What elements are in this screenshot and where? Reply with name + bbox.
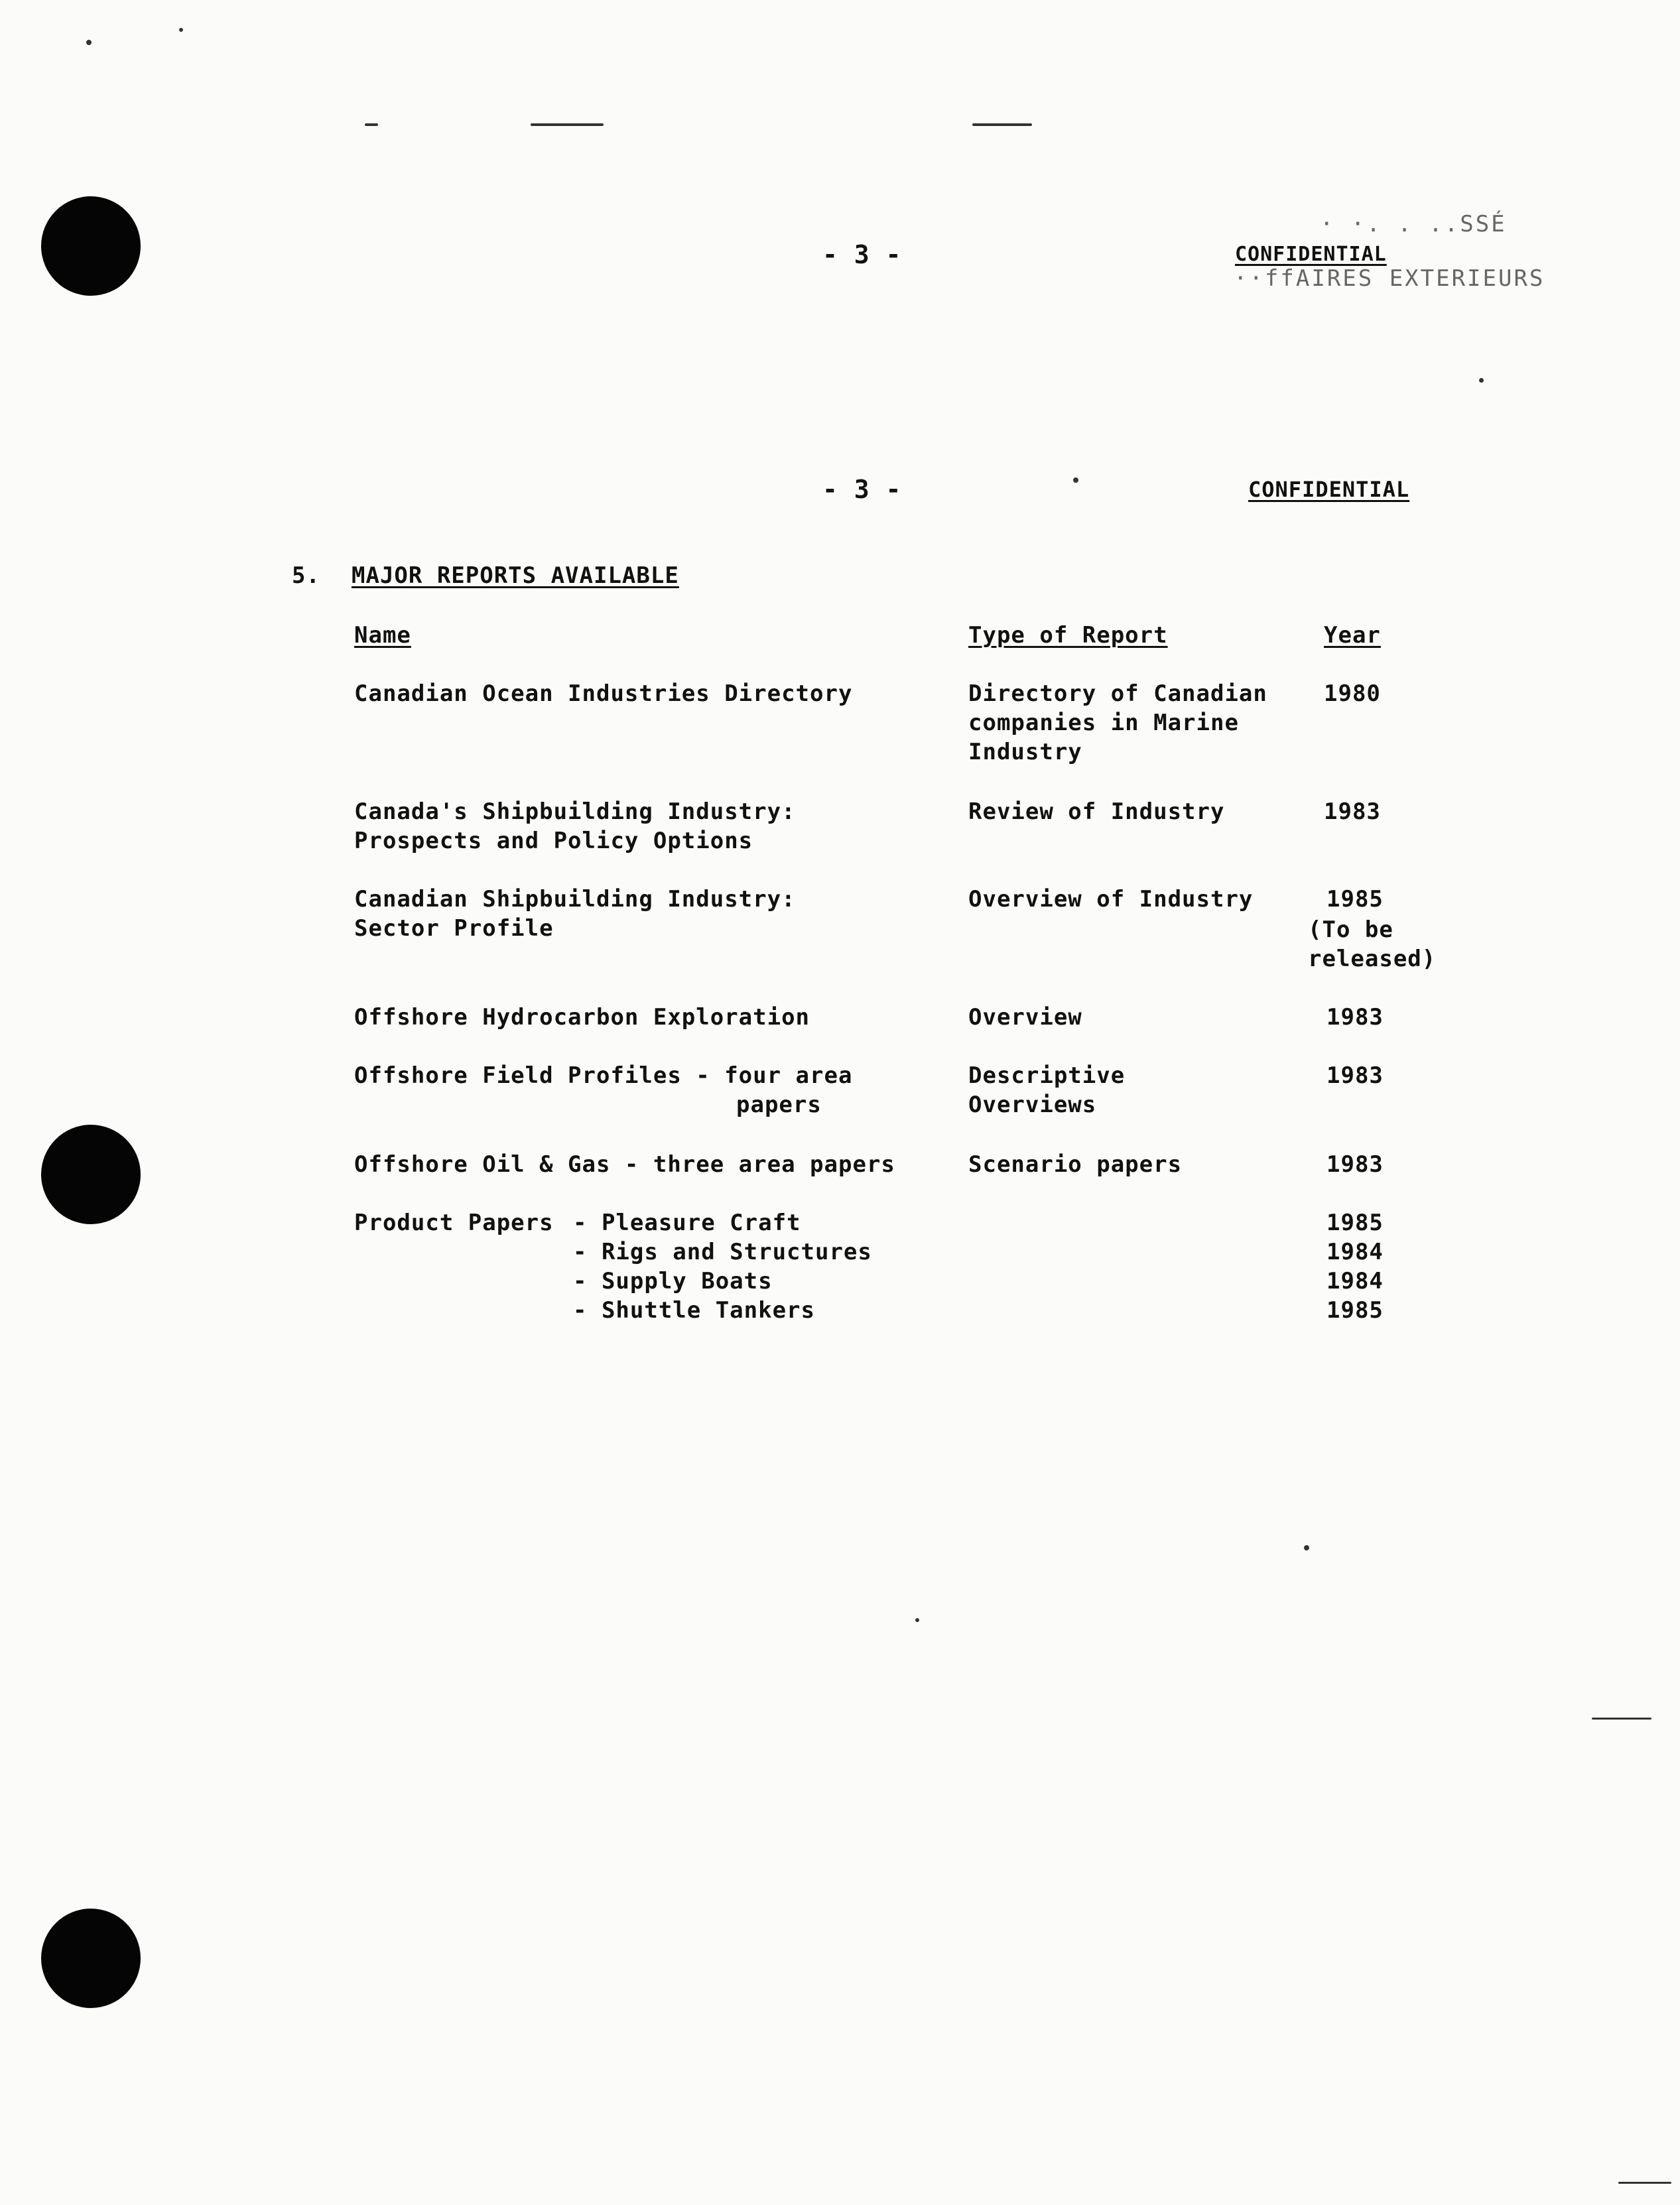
- row-2-name-line-1: Canada's Shipbuilding Industry:: [354, 798, 796, 825]
- row-3-year-note-line-2: released): [1308, 946, 1437, 972]
- row-4-name: Offshore Hydrocarbon Exploration: [354, 1004, 810, 1031]
- scan-speck: [972, 123, 1032, 126]
- stamp-line-2: ··ffAIRES EXTERIEURS: [1234, 265, 1545, 292]
- scan-speck: [1479, 378, 1484, 383]
- row-1-type-line-1: Directory of Canadian: [968, 680, 1267, 707]
- row-1-type-line-2: companies in Marine: [968, 710, 1239, 736]
- row-6-type: Scenario papers: [968, 1151, 1183, 1178]
- stamp-line-1: · ·. . ..SSÉ: [1320, 211, 1507, 237]
- row-6-year: 1983: [1326, 1151, 1384, 1178]
- row-3-year: 1985: [1326, 886, 1384, 913]
- scan-speck: [1073, 477, 1078, 483]
- product-papers-label: Product Papers: [354, 1210, 554, 1236]
- row-5-type-line-2: Overviews: [968, 1092, 1097, 1118]
- product-paper-item: - Pleasure Craft: [573, 1210, 801, 1236]
- column-header-year: Year: [1324, 622, 1381, 649]
- scan-speck: [365, 123, 378, 126]
- scan-speck: [1592, 1718, 1651, 1720]
- row-1-year: 1980: [1324, 680, 1381, 707]
- row-2-name-line-2: Prospects and Policy Options: [354, 828, 753, 854]
- row-1-type-line-3: Industry: [968, 739, 1082, 765]
- scan-speck: [1618, 2182, 1671, 2184]
- scan-speck: [179, 28, 183, 32]
- product-paper-item: - Rigs and Structures: [573, 1239, 872, 1265]
- column-header-name: Name: [354, 622, 411, 649]
- row-6-name: Offshore Oil & Gas - three area papers: [354, 1151, 895, 1178]
- row-4-year: 1983: [1326, 1004, 1384, 1031]
- scan-speck: [915, 1618, 919, 1622]
- row-5-name-line-1: Offshore Field Profiles - four area: [354, 1062, 853, 1089]
- page-number-top: - 3 -: [822, 240, 902, 269]
- page-number: - 3 -: [822, 475, 902, 504]
- row-5-name-line-2: papers: [736, 1092, 822, 1118]
- product-paper-year: 1984: [1326, 1268, 1384, 1294]
- row-3-type: Overview of Industry: [968, 886, 1254, 913]
- scan-speck: [531, 123, 604, 126]
- product-paper-year: 1984: [1326, 1239, 1384, 1265]
- section-number: 5.: [292, 562, 320, 589]
- product-paper-year: 1985: [1326, 1210, 1384, 1236]
- scan-speck: [86, 40, 92, 45]
- product-paper-item: - Supply Boats: [573, 1268, 773, 1294]
- product-paper-item: - Shuttle Tankers: [573, 1297, 815, 1324]
- section-title: MAJOR REPORTS AVAILABLE: [352, 562, 679, 589]
- row-2-year: 1983: [1324, 798, 1381, 825]
- punch-hole-middle: [41, 1125, 141, 1224]
- punch-hole-bottom: [41, 1909, 141, 2008]
- row-3-name-line-2: Sector Profile: [354, 915, 554, 942]
- row-4-type: Overview: [968, 1004, 1082, 1031]
- row-3-name-line-1: Canadian Shipbuilding Industry:: [354, 886, 796, 913]
- classification-top: CONFIDENTIAL: [1235, 243, 1387, 266]
- punch-hole-top: [41, 196, 141, 296]
- product-paper-year: 1985: [1326, 1297, 1384, 1324]
- scan-speck: [1304, 1545, 1309, 1550]
- row-3-year-note-line-1: (To be: [1308, 916, 1393, 943]
- row-5-type-line-1: Descriptive: [968, 1062, 1126, 1089]
- row-5-year: 1983: [1326, 1062, 1384, 1089]
- column-header-type: Type of Report: [968, 622, 1168, 649]
- classification-label: CONFIDENTIAL: [1248, 477, 1410, 502]
- row-1-name: Canadian Ocean Industries Directory: [354, 680, 853, 707]
- row-2-type: Review of Industry: [968, 798, 1225, 825]
